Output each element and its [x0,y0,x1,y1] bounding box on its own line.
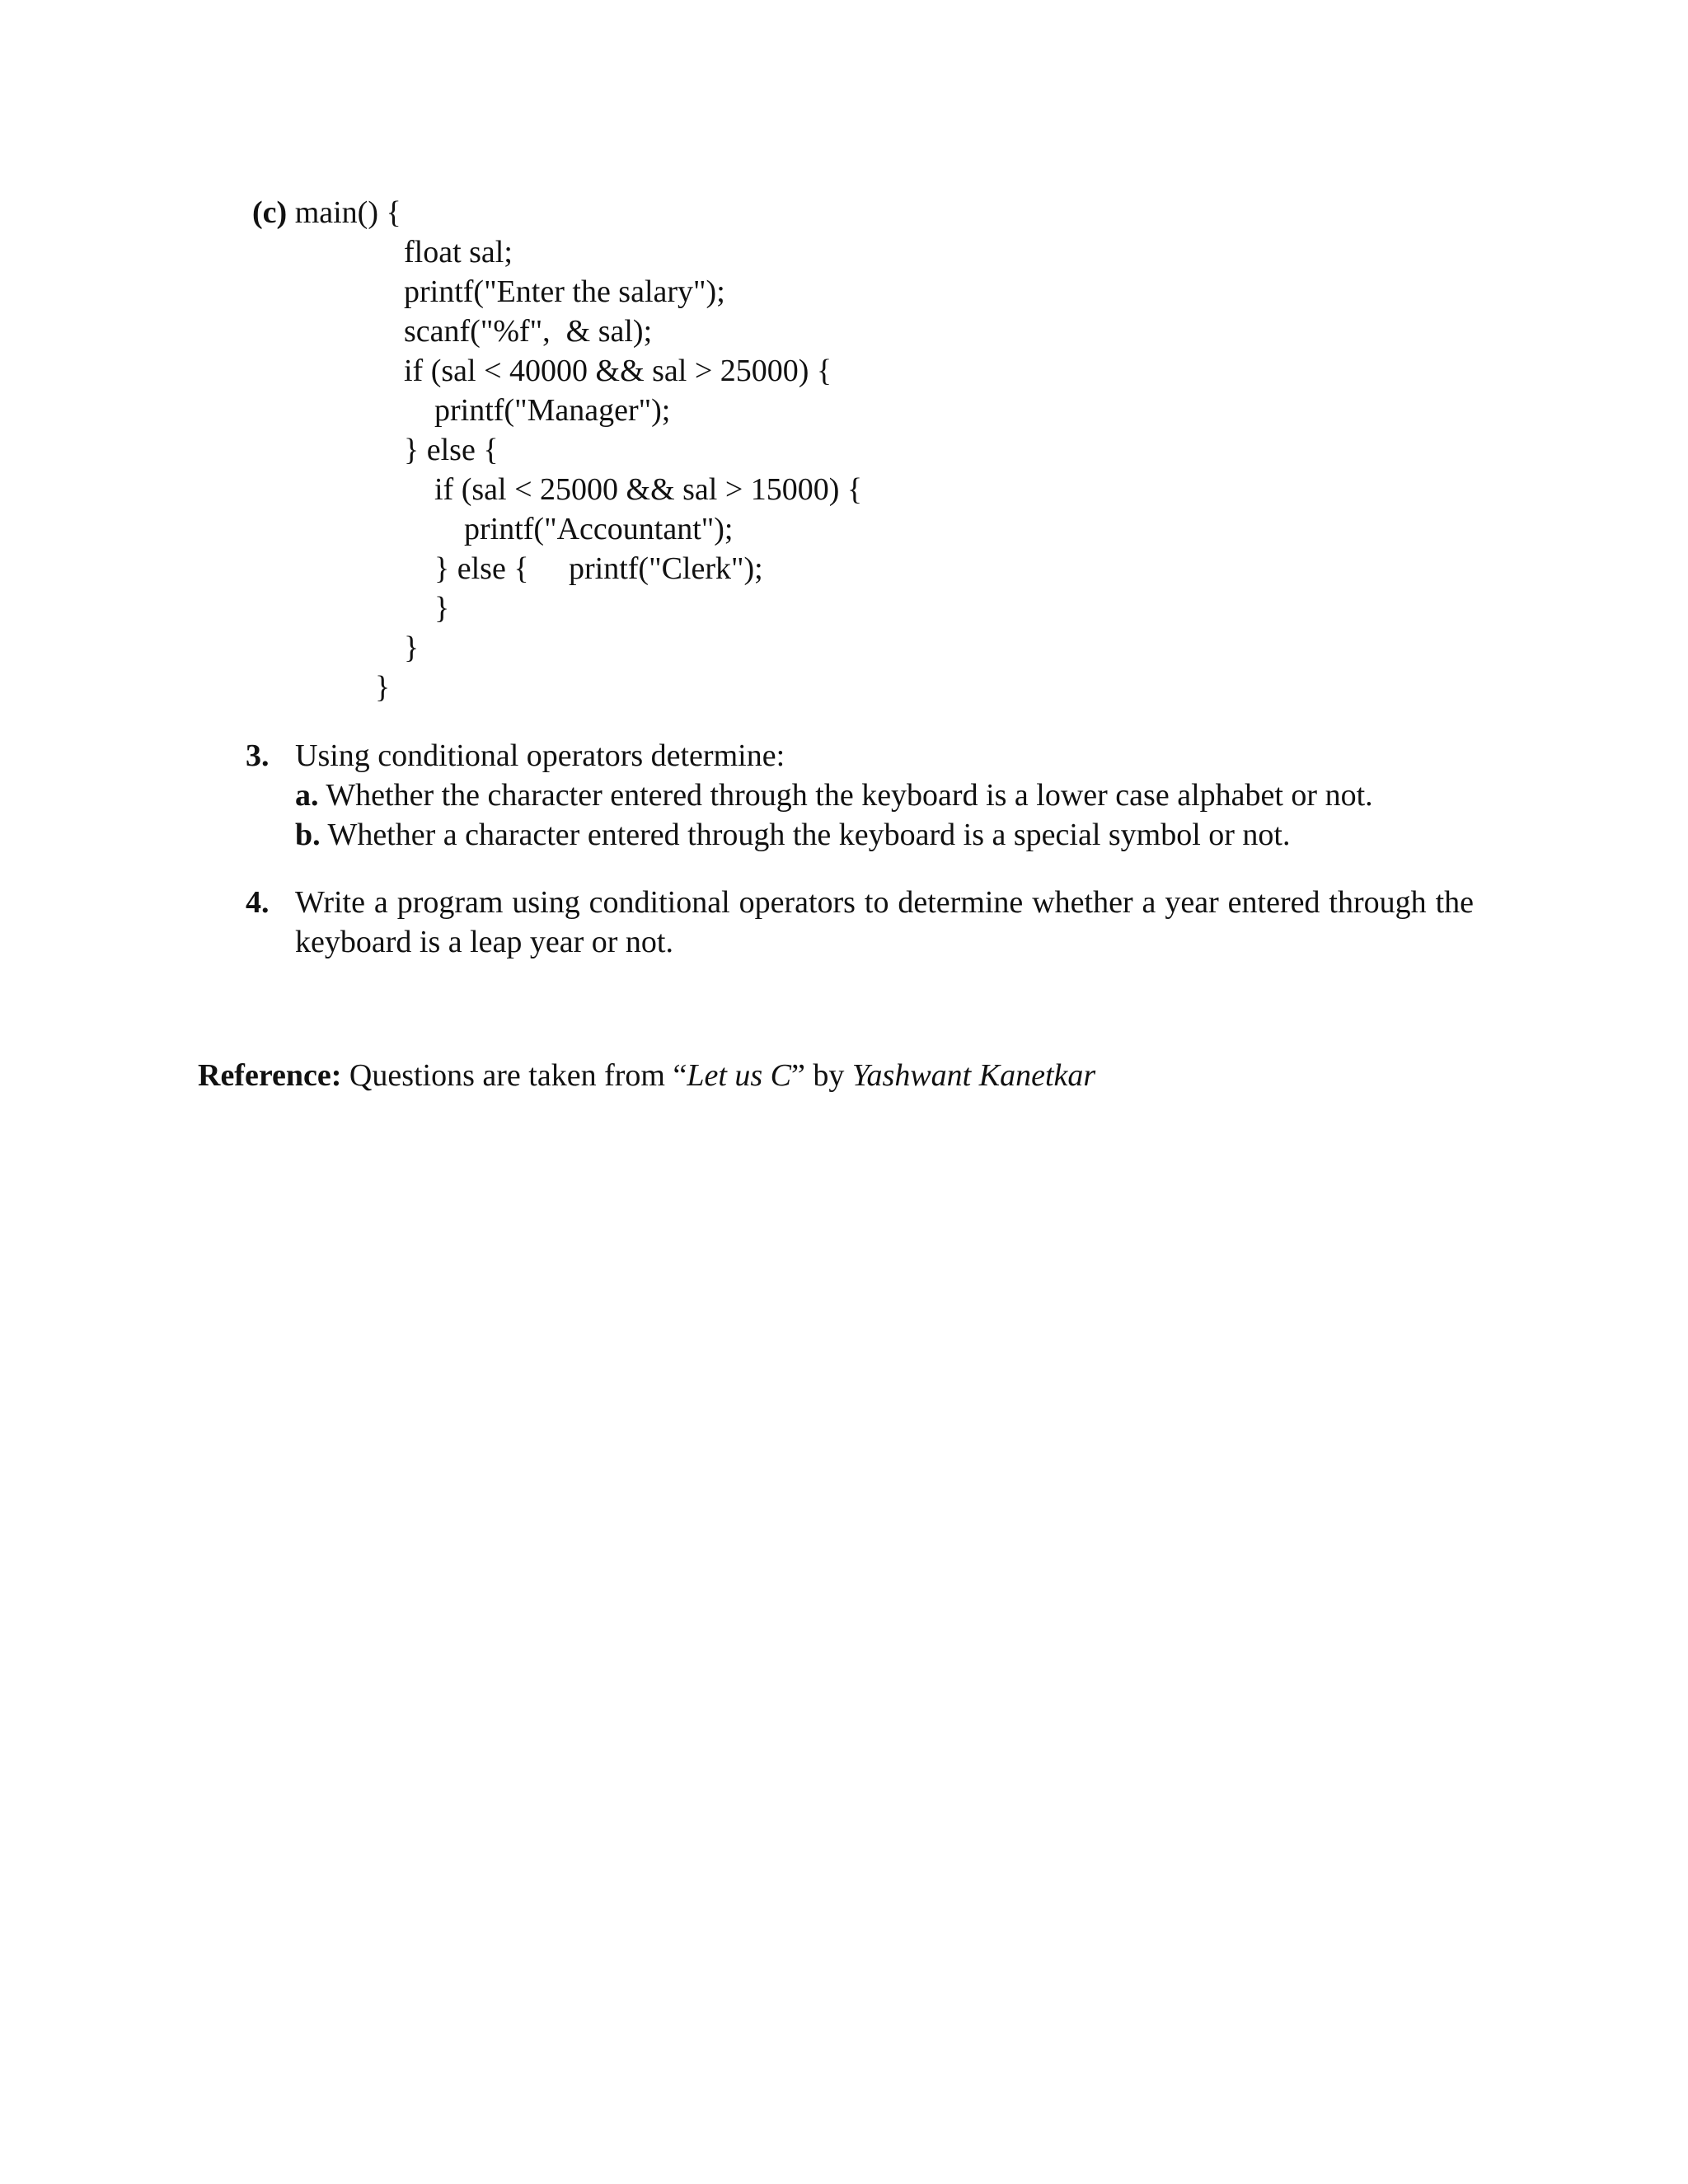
code-line: } else { [404,433,499,467]
sub-item-text: Whether the character entered through the keyboard is a lower case alphabet or not. [318,778,1373,813]
code-line: if (sal < 25000 && sal > 15000) { [434,472,863,507]
author-name: Yashwant Kanetkar [851,1058,1096,1093]
code-line: } else { [434,551,529,586]
question-number: 4. [246,885,270,920]
question-text: Using conditional operators determine: [295,738,785,773]
reference-label: Reference: [198,1058,342,1093]
sub-item-label: a. [295,778,319,813]
reference-text: ” by [791,1058,852,1093]
code-line: } [434,591,450,626]
code-line: float sal; [404,235,513,269]
code-line: printf("Manager"); [434,393,671,428]
sub-item-label: b. [295,818,321,852]
code-line: printf("Enter the salary"); [404,274,725,309]
code-line: printf("Accountant"); [464,512,734,546]
code-line: printf("Clerk"); [569,551,763,586]
code-line: } [404,630,420,665]
code-line-main [252,193,401,232]
reference-text: Questions are taken from “ [341,1058,687,1093]
sub-item-text: Whether a character entered through the keyboard is a special symbol or not. [320,818,1291,852]
code-line: } [375,670,391,705]
code-line: scanf("%f", & sal); [404,314,653,349]
code-line: if (sal < 40000 && sal > 25000) { [404,354,832,388]
book-title: Let us C [687,1058,792,1093]
item-label-c: (c) [252,195,288,230]
sub-item-b [295,815,1291,855]
question-text: Write a program using conditional operators to determine whether a year entered through the keyboard is a leap year or not. [295,885,1474,959]
question-number: 3. [246,738,270,773]
sub-item-a [295,776,1373,815]
code-text: main() { [294,195,401,230]
reference-line [198,1056,1095,1095]
